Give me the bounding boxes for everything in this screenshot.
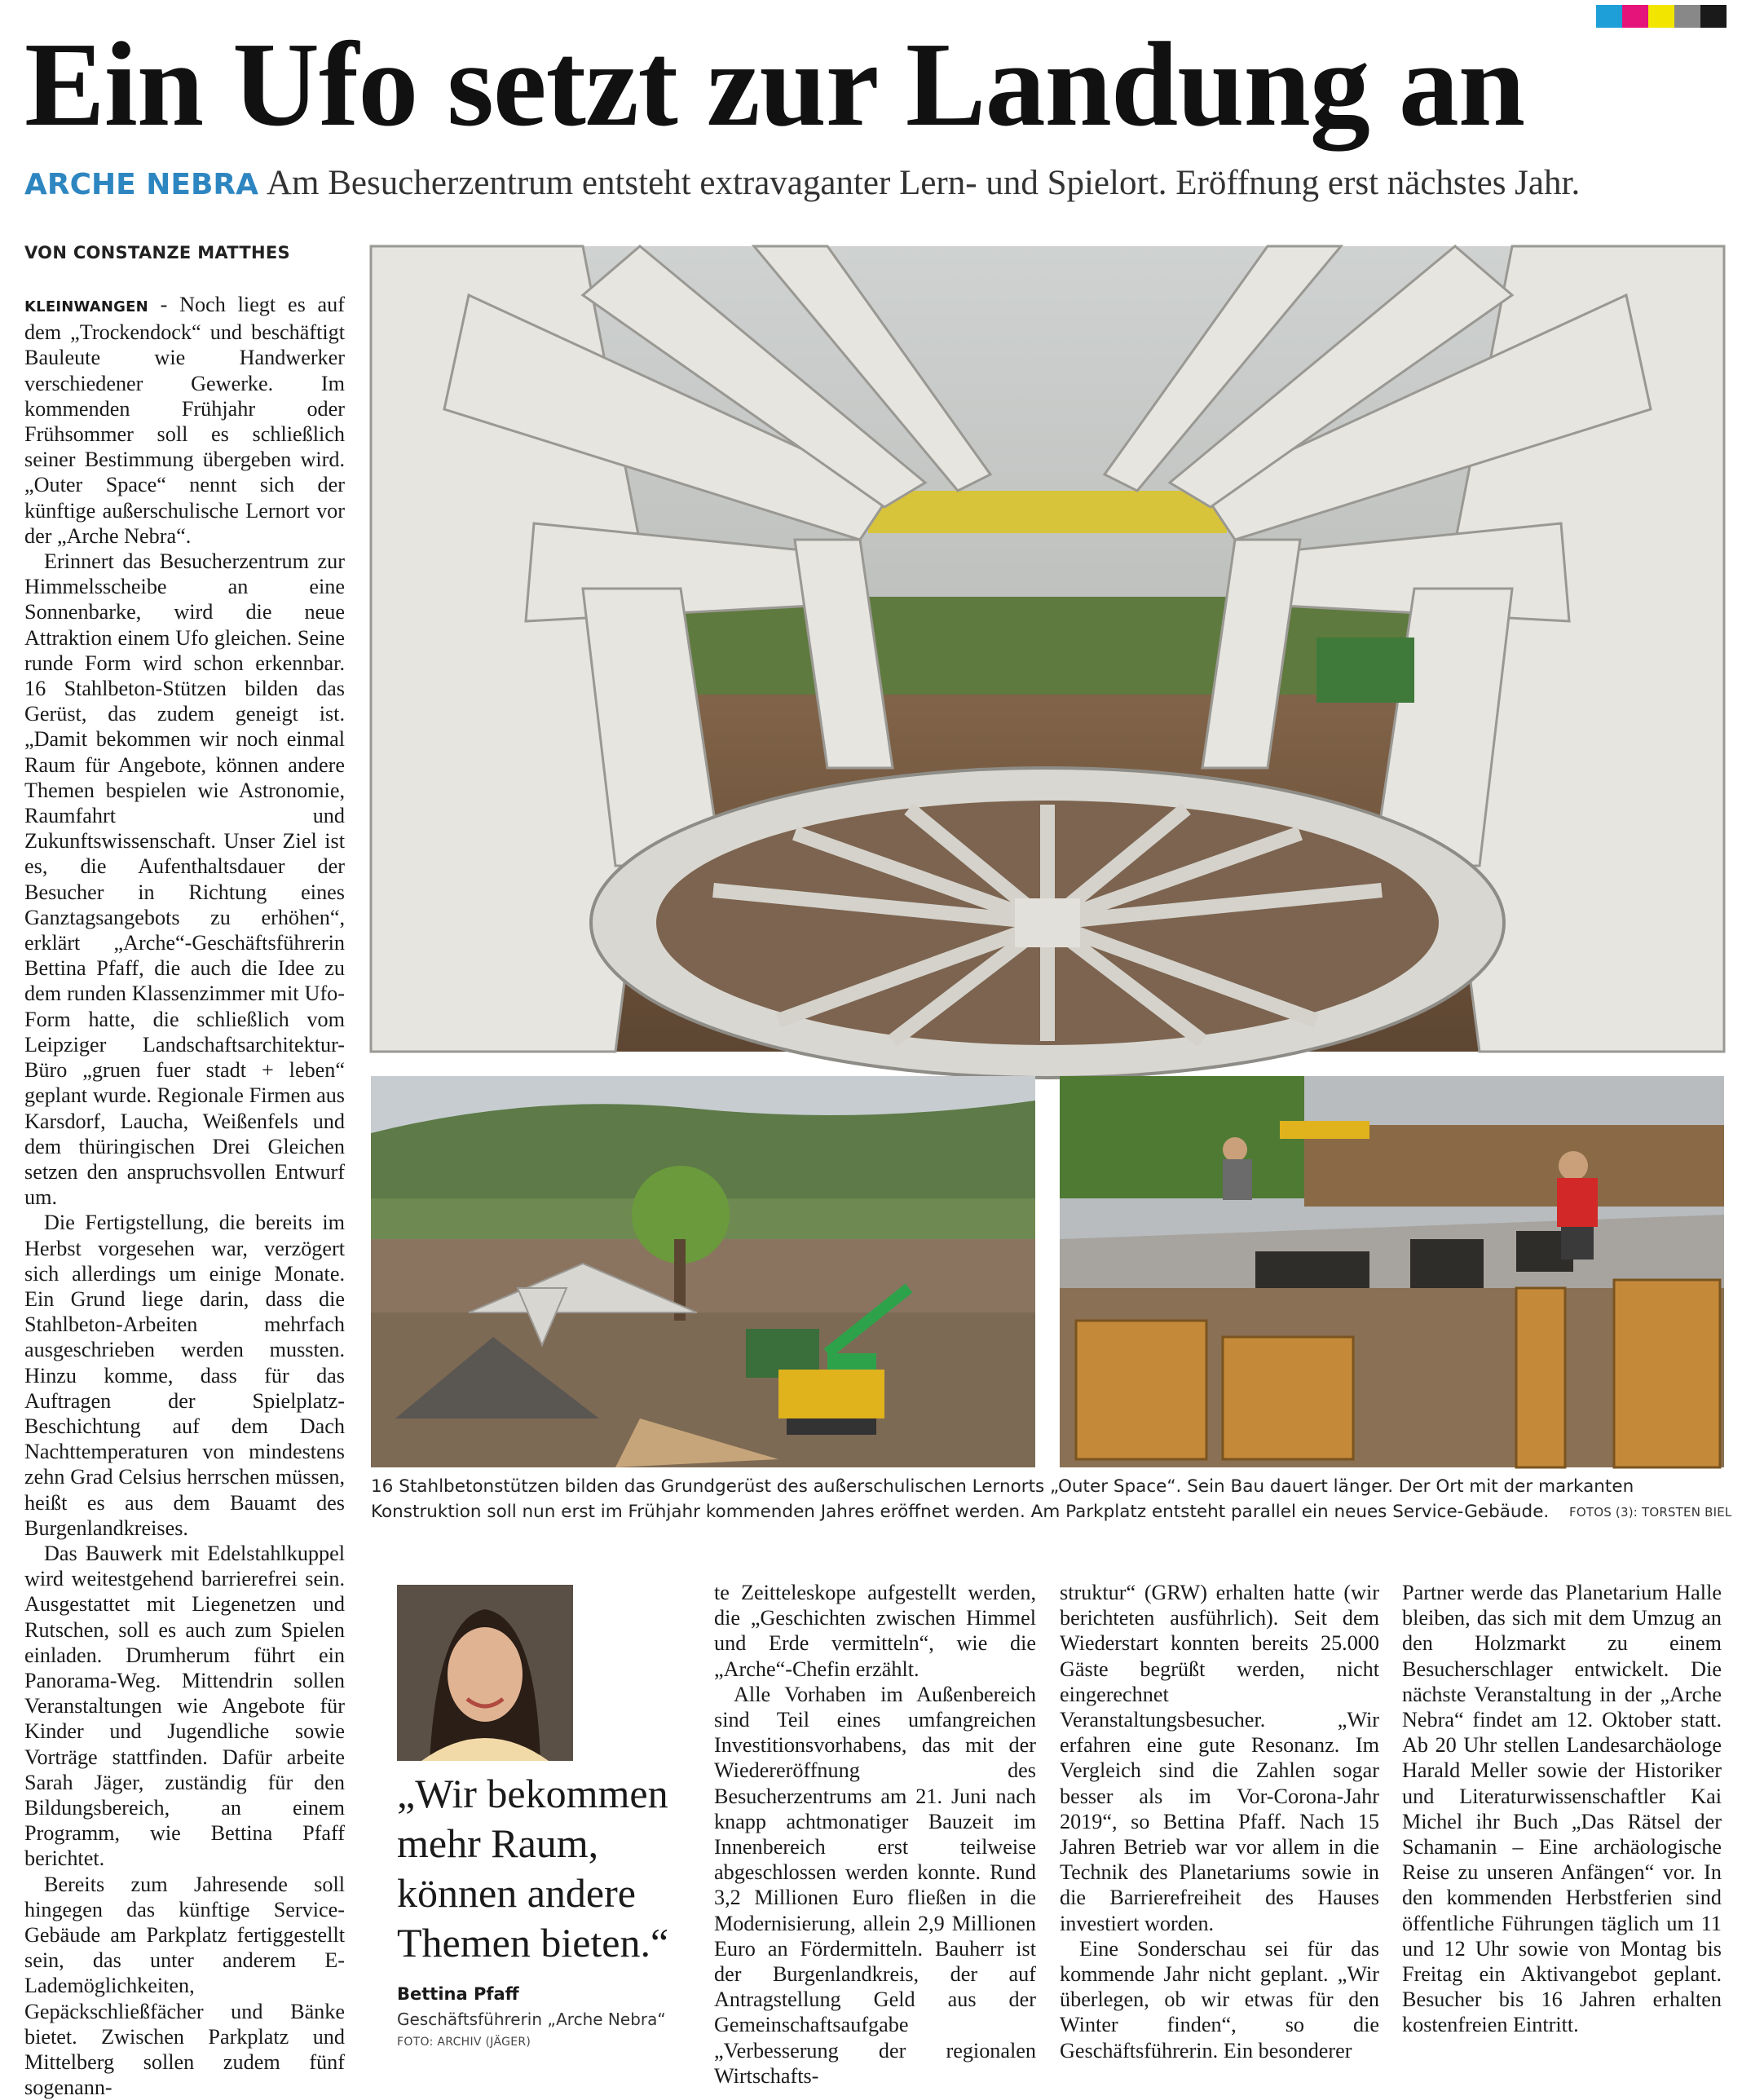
landscape-photo <box>371 1076 1035 1467</box>
article-column-5 <box>1402 1580 1722 2038</box>
paragraph: Eine Sonderschau sei für das kommende Jahr nicht geplant. „Wir überlegen, ob wir etwas für den Winter finden“, so die Geschäftsführerin. Ein besonderer <box>1060 1936 1379 2062</box>
subline <box>24 163 1580 203</box>
paragraph: Das Bauwerk mit Edelstahlkuppel wird weitestgehend barrierefrei sein. Ausgestattet mit Liegenetzen und Rutschen, soll es auch zum Spielen einladen. Drumherum führt ein Panorama-Weg. Mittendrin sollen Veranstaltungen wie Angebote für Kinder und Jugendliche sowie Vorträge stattfinden. Dafür arbeite Sarah Jäger, zuständig für den Bildungsbereich, an einem Programm, wie Bettina Pfaff berichtet. <box>24 1541 345 1871</box>
workers-photo <box>1060 1076 1724 1467</box>
headline: Ein Ufo setzt zur Landung an <box>24 18 1525 152</box>
photo-caption: 16 Stahlbetonstützen bilden das Grundgerüst des außerschulischen Lernorts „Outer Space“. Sein Bau dauert länger. Der Ort mit der markanten Konstruktion soll nun erst im Frühjahr kommenden Jahres eröffnet werden. Am Parkplatz entsteht parallel ein neues Service-Gebäude. <box>371 1476 1634 1522</box>
color-swatch-magenta <box>1622 5 1648 28</box>
color-swatch-yellow <box>1648 5 1674 28</box>
quote-author-role: Geschäftsführerin „Arche Nebra“ <box>397 2010 666 2029</box>
portrait-photo <box>397 1585 573 1761</box>
paragraph: Alle Vorhaben im Außenbereich sind Teil eines umfangreichen Investitionsvorhabens, das mit der Wiedereröffnung des Besucherzentrums am 21. Juni nach knapp achtmonatiger Bauzeit im Innenbereich erst teilweise abgeschlossen werden konnte. Rund 3,2 Millionen Euro fließen in die Modernisierung, allein 2,9 Millionen Euro an Fördermitteln. Bauherr ist der Burgenlandkreis, der auf Antragstellung Geld aus der Gemeinschaftsaufgabe „Verbesserung der regionalen Wirtschafts- <box>714 1682 1036 2088</box>
article-column-3 <box>714 1580 1036 2089</box>
quote-author-name: Bettina Pfaff <box>397 1984 519 2004</box>
color-swatch-gray <box>1674 5 1700 28</box>
quote-photo-credit: FOTO: ARCHIV (JÄGER) <box>397 2036 531 2049</box>
main-photo-concrete-structure <box>371 246 1724 1052</box>
paragraph: Partner werde das Planetarium Halle bleiben, das sich mit dem Umzug an den Holzmarkt zu einem Besucherschlager entwickelt. Die nächste Veranstaltung in der „Arche Nebra“ findet am 12. Oktober statt. Ab 20 Uhr stellen Landesarchäologe Harald Meller sowie der Historiker und Literaturwissenschaftler Kai Michel ihr Buch „Das Rätsel der Schamanin – Eine archäologische Reise zu unseren Anfängen“ vor. In den kommenden Herbstferien sind öffentliche Führungen täglich um 11 und 12 Uhr sowie von Montag bis Freitag ein Aktivangebot geplant. Besucher bis 16 Jahren erhalten kostenfreien Eintritt. <box>1402 1581 1722 2037</box>
main-photo-illustration <box>371 246 1724 1052</box>
subline-text: Am Besucherzentrum entsteht extravaganter Lern- und Spielort. Eröffnung erst nächstes Jahr. <box>267 164 1581 202</box>
paragraph: struktur“ (GRW) erhalten hatte (wir berichteten ausführlich). Seit dem Wiederstart konnten bereits 25.000 Gäste begrüßt werden, nicht eingerechnet Veranstaltungsbesucher. „Wir erfahren eine gute Resonanz. Im Vergleich sind die Zahlen sogar besser als im Vor-Corona-Jahr 2019“, so Bettina Pfaff. Nach 15 Jahren Betrieb war vor allem in die Technik des Planetariums sowie in die Barrierefreiheit des Hauses investiert worden. <box>1060 1581 1379 1935</box>
kicker: ARCHE NEBRA <box>24 168 258 201</box>
article-column-1 <box>24 292 345 2100</box>
portrait-illustration <box>397 1585 573 1761</box>
landscape-photo-illustration <box>371 1076 1035 1467</box>
color-swatch-cyan <box>1596 5 1622 28</box>
paragraph: Bereits zum Jahresende soll hingegen das künftige Service-Gebäude am Parkplatz fertiggestellt sein, das unter anderem E-Lademöglichkeiten, Gepäckschließfächer und Bänke bietet. Zwischen Parkplatz und Mittelberg sollen zudem fünf sogenann- <box>24 1872 345 2100</box>
dateline: KLEINWANGEN <box>24 298 148 315</box>
print-color-bar <box>1596 5 1727 28</box>
color-swatch-black <box>1700 5 1727 28</box>
pull-quote: „Wir bekommen mehr Raum, können andere Themen bieten.“ <box>397 1771 669 1965</box>
paragraph: Erinnert das Besucherzentrum zur Himmelsscheibe an eine Sonnenbarke, wird die neue Attraktion einem Ufo gleichen. Seine runde Form wird schon erkennbar. 16 Stahlbeton-Stützen bilden das Gerüst, das zudem geneigt ist. „Damit bekommen wir noch einmal Raum für Angebote, können andere Themen bespielen wie Astronomie, Raumfahrt und Zukunftswissenschaft. Unser Ziel ist es, die Aufenthaltsdauer der Besucher in Richtung eines Ganztagsangebots zu erhöhen“, erklärt „Arche“-Geschäftsführerin Bettina Pfaff, die auch die Idee zu dem runden Klassenzimmer mit Ufo-Form hatte, die schließlich vom Leipziger Landschaftsarchitektur-Büro „gruen fuer stadt + leben“ geplant wurde. Regionale Firmen aus Karsdorf, Laucha, Weißenfels und dem thüringischen Drei Gleichen setzen den anspruchsvollen Entwurf um. <box>24 549 345 1210</box>
workers-photo-illustration <box>1060 1076 1724 1467</box>
paragraph: KLEINWANGEN - Noch liegt es auf dem „Trockendock“ und beschäftigt Bauleute wie Handwerker verschiedener Gewerke. Im kommenden Frühjahr oder Frühsommer soll es schließlich seiner Bestimmung übergeben wird. „Outer Space“ nennt sich der künftige außerschulische Lernort vor der „Arche Nebra“. <box>24 293 345 548</box>
byline: VON CONSTANZE MATTHES <box>24 243 290 262</box>
paragraph: te Zeitteleskope aufgestellt werden, die „Geschichten zwischen Himmel und Erde vermitteln“, wie die „Arche“-Chefin erzählt. <box>714 1581 1036 1681</box>
paragraph: Die Fertigstellung, die bereits im Herbst vorgesehen war, verzögert sich allerdings um einige Monate. Ein Grund liege darin, dass die Stahlbeton-Arbeiten mehrfach ausgeschrieben werden mussten. Hinzu komme, dass für das Auftragen der Spielplatz-Beschichtung auf dem Dach Nachttemperaturen von mindestens zehn Grad Celsius herrschen müssen, heißt es aus dem Bauamt des Burgenlandkreises. <box>24 1211 345 1540</box>
photo-credit: FOTOS (3): TORSTEN BIEL <box>1569 1505 1732 1520</box>
article-column-4 <box>1060 1580 1379 2063</box>
